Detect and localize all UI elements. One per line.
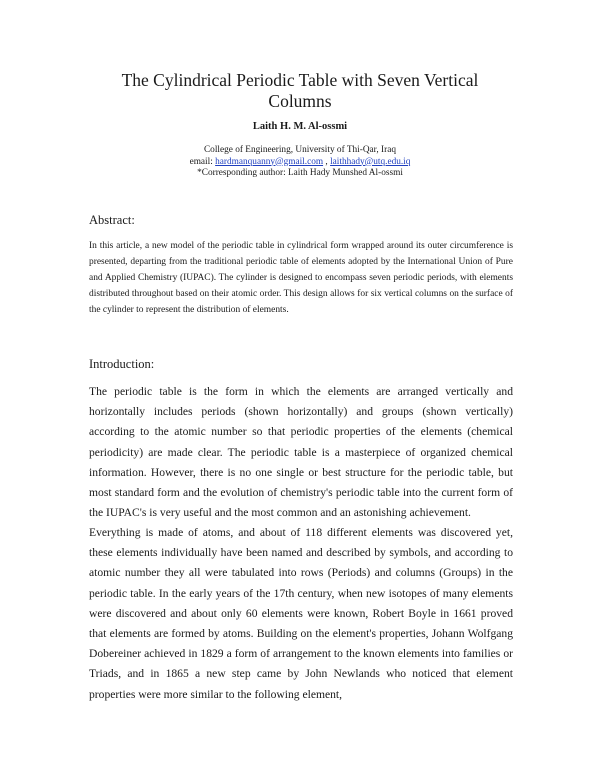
title-line-1: The Cylindrical Periodic Table with Seven Vertical — [121, 70, 479, 90]
email-label: email: — [189, 156, 213, 167]
paper-title — [60, 70, 540, 112]
introduction-heading: Introduction: — [89, 357, 155, 371]
abstract-paragraph: In this article, a new model of the periodic table in cylindrical form wrapped around its outer circumference is presented, departing from the traditional periodic table of elements adopted by the International Union of Pure and Applied Chemistry (IUPAC). The cylinder is designed to encompass seven periodic periods, with elements distributed throughout based on their atomic order. This design allows for six vertical columns on the surface of the cylinder to represent the distribution of elements. — [89, 241, 513, 316]
title-line-2: Columns — [268, 91, 332, 111]
corresponding-author: *Corresponding author: Laith Hady Munshed Al-ossmi — [197, 168, 403, 178]
author-name: Laith H. M. Al-ossmi — [252, 121, 348, 132]
abstract-heading: Abstract: — [89, 213, 135, 227]
affiliation: College of Engineering, University of Thi-Qar, Iraq — [203, 145, 397, 155]
email-link-2[interactable]: laithhady@utq.edu.iq — [330, 156, 411, 167]
author-affiliation-block — [60, 145, 540, 180]
introduction-paragraph-2: Everything is made of atoms, and about of 118 different elements was discovered yet, these elements individually have been named and described by symbols, and according to atomic number they all were tabulated into rows (Periods) and columns (Groups) in the periodic table. In the early years of the 17th century, when new isotopes of many elements were discovered and about only 60 elements were known, Robert Boyle in 1661 proved that elements are formed by atoms. Building on the element's properties, Johann Wolfgang Dobereiner achieved in 1829 a form of arrangement to the known elements into families or Triads, and in 1865 a new step came by John Newlands who noticed that element properties were more similar to the following element, — [89, 526, 513, 701]
email-line — [60, 157, 540, 169]
email-link-1[interactable]: hardmanquanny@gmail.com — [215, 156, 324, 167]
introduction-paragraph-1: The periodic table is the form in which the elements are arranged vertically and horizontally includes periods (shown horizontally) and groups (shown vertically) according to the atomic number so that periodic properties of the elements (chemical periodicity) are made clear. The periodic table is a masterpiece of organized chemical information. However, there is no one single or best structure for the periodic table, but most standard form and the evolution of chemistry's periodic table into the current form of the IUPAC's is very useful and the most common and an astonishing achievement. — [89, 385, 513, 520]
email-separator: , — [325, 156, 328, 167]
